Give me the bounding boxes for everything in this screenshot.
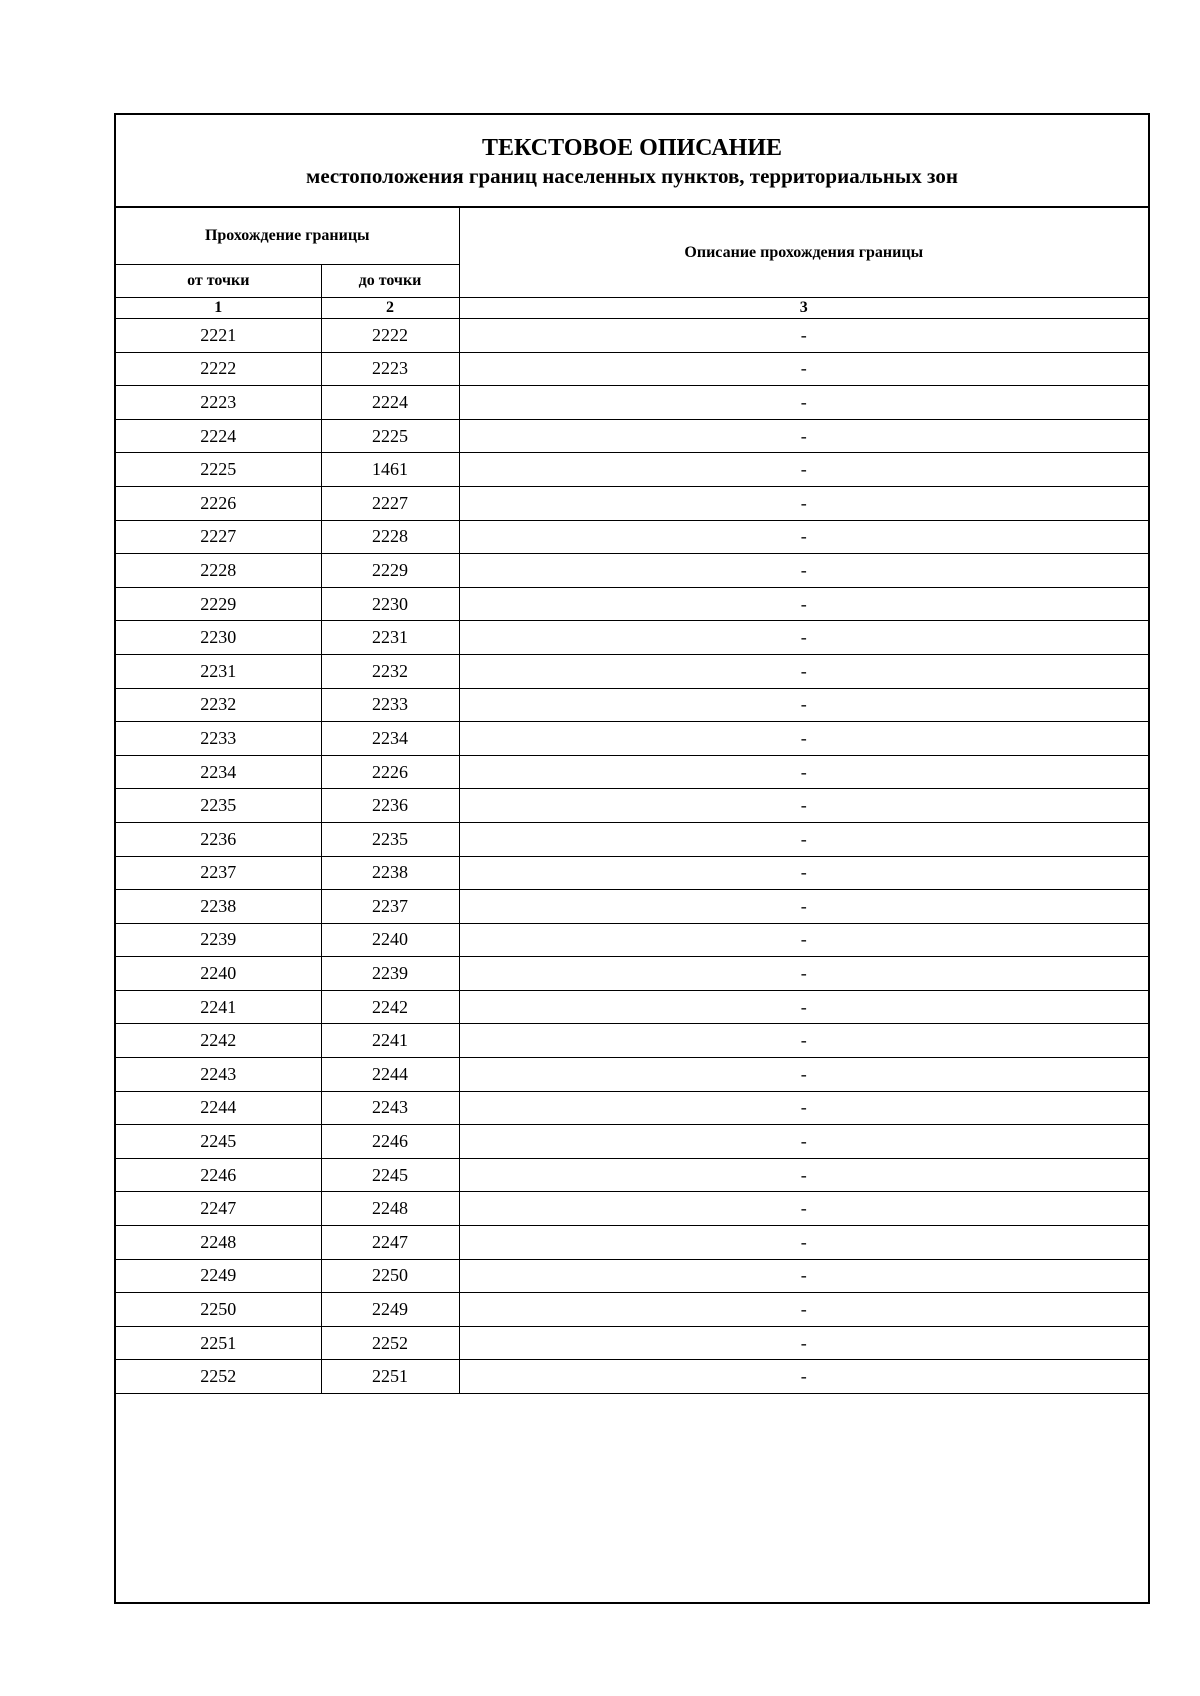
from-point-cell: 2228 bbox=[116, 554, 321, 588]
to-point-cell: 2246 bbox=[321, 1125, 459, 1159]
to-point-cell: 2247 bbox=[321, 1226, 459, 1260]
from-point-cell: 2233 bbox=[116, 722, 321, 756]
description-cell: - bbox=[459, 789, 1148, 823]
from-point-cell: 2242 bbox=[116, 1024, 321, 1058]
table-row bbox=[116, 1024, 1148, 1058]
to-point-cell: 2245 bbox=[321, 1158, 459, 1192]
table-row bbox=[116, 386, 1148, 420]
table-row bbox=[116, 789, 1148, 823]
description-cell: - bbox=[459, 990, 1148, 1024]
column-number-2: 2 bbox=[321, 298, 459, 319]
description-cell: - bbox=[459, 856, 1148, 890]
from-point-cell: 2225 bbox=[116, 453, 321, 487]
description-cell: - bbox=[459, 1058, 1148, 1092]
description-cell: - bbox=[459, 1360, 1148, 1394]
description-cell: - bbox=[459, 1024, 1148, 1058]
to-point-cell: 2251 bbox=[321, 1360, 459, 1394]
table-row bbox=[116, 890, 1148, 924]
table-row bbox=[116, 957, 1148, 991]
from-point-cell: 2249 bbox=[116, 1259, 321, 1293]
table-row bbox=[116, 1125, 1148, 1159]
description-cell: - bbox=[459, 722, 1148, 756]
description-cell: - bbox=[459, 352, 1148, 386]
from-point-cell: 2227 bbox=[116, 520, 321, 554]
from-point-cell: 2240 bbox=[116, 957, 321, 991]
description-cell: - bbox=[459, 520, 1148, 554]
table-row bbox=[116, 486, 1148, 520]
description-cell: - bbox=[459, 688, 1148, 722]
to-point-cell: 2229 bbox=[321, 554, 459, 588]
description-cell: - bbox=[459, 453, 1148, 487]
from-point-cell: 2226 bbox=[116, 486, 321, 520]
table-row bbox=[116, 352, 1148, 386]
description-cell: - bbox=[459, 319, 1148, 353]
table-row bbox=[116, 654, 1148, 688]
from-point-cell: 2222 bbox=[116, 352, 321, 386]
description-cell: - bbox=[459, 386, 1148, 420]
table-body bbox=[116, 319, 1148, 1394]
to-point-cell: 2240 bbox=[321, 923, 459, 957]
table-row bbox=[116, 419, 1148, 453]
from-point-cell: 2235 bbox=[116, 789, 321, 823]
to-point-cell: 2248 bbox=[321, 1192, 459, 1226]
from-point-cell: 2245 bbox=[116, 1125, 321, 1159]
to-point-cell: 2224 bbox=[321, 386, 459, 420]
description-cell: - bbox=[459, 1158, 1148, 1192]
description-cell: - bbox=[459, 1091, 1148, 1125]
header-from-point: от точки bbox=[116, 265, 321, 298]
from-point-cell: 2239 bbox=[116, 923, 321, 957]
from-point-cell: 2251 bbox=[116, 1326, 321, 1360]
description-cell: - bbox=[459, 1125, 1148, 1159]
description-cell: - bbox=[459, 587, 1148, 621]
table-row bbox=[116, 1158, 1148, 1192]
description-cell: - bbox=[459, 654, 1148, 688]
description-cell: - bbox=[459, 1192, 1148, 1226]
table-row bbox=[116, 453, 1148, 487]
from-point-cell: 2229 bbox=[116, 587, 321, 621]
from-point-cell: 2241 bbox=[116, 990, 321, 1024]
from-point-cell: 2232 bbox=[116, 688, 321, 722]
from-point-cell: 2234 bbox=[116, 755, 321, 789]
to-point-cell: 2233 bbox=[321, 688, 459, 722]
table-row bbox=[116, 554, 1148, 588]
from-point-cell: 2236 bbox=[116, 822, 321, 856]
to-point-cell: 2226 bbox=[321, 755, 459, 789]
header-description: Описание прохождения границы bbox=[459, 208, 1148, 298]
to-point-cell: 2234 bbox=[321, 722, 459, 756]
table-row bbox=[116, 722, 1148, 756]
table-row bbox=[116, 923, 1148, 957]
title-block bbox=[116, 115, 1148, 208]
description-cell: - bbox=[459, 486, 1148, 520]
description-cell: - bbox=[459, 923, 1148, 957]
from-point-cell: 2244 bbox=[116, 1091, 321, 1125]
to-point-cell: 2223 bbox=[321, 352, 459, 386]
document-title: ТЕКСТОВОЕ ОПИСАНИЕ bbox=[481, 135, 782, 161]
table-row bbox=[116, 1226, 1148, 1260]
boundary-table bbox=[116, 208, 1148, 1394]
to-point-cell: 2243 bbox=[321, 1091, 459, 1125]
from-point-cell: 2250 bbox=[116, 1293, 321, 1327]
description-cell: - bbox=[459, 822, 1148, 856]
from-point-cell: 2231 bbox=[116, 654, 321, 688]
from-point-cell: 2223 bbox=[116, 386, 321, 420]
to-point-cell: 2231 bbox=[321, 621, 459, 655]
column-number-1: 1 bbox=[116, 298, 321, 319]
description-cell: - bbox=[459, 419, 1148, 453]
to-point-cell: 2236 bbox=[321, 789, 459, 823]
description-cell: - bbox=[459, 755, 1148, 789]
header-to-point: до точки bbox=[321, 265, 459, 298]
to-point-cell: 2238 bbox=[321, 856, 459, 890]
to-point-cell: 2242 bbox=[321, 990, 459, 1024]
to-point-cell: 2244 bbox=[321, 1058, 459, 1092]
from-point-cell: 2224 bbox=[116, 419, 321, 453]
table-row bbox=[116, 1091, 1148, 1125]
description-cell: - bbox=[459, 554, 1148, 588]
table-row bbox=[116, 755, 1148, 789]
to-point-cell: 2227 bbox=[321, 486, 459, 520]
table-row bbox=[116, 1192, 1148, 1226]
table-row bbox=[116, 520, 1148, 554]
table-row bbox=[116, 1259, 1148, 1293]
description-cell: - bbox=[459, 1226, 1148, 1260]
description-cell: - bbox=[459, 1293, 1148, 1327]
description-cell: - bbox=[459, 1326, 1148, 1360]
table-row bbox=[116, 688, 1148, 722]
to-point-cell: 2225 bbox=[321, 419, 459, 453]
table-row bbox=[116, 1293, 1148, 1327]
from-point-cell: 2230 bbox=[116, 621, 321, 655]
table-row bbox=[116, 621, 1148, 655]
description-cell: - bbox=[459, 1259, 1148, 1293]
to-point-cell: 2239 bbox=[321, 957, 459, 991]
to-point-cell: 2237 bbox=[321, 890, 459, 924]
document-frame bbox=[114, 113, 1150, 1604]
to-point-cell: 1461 bbox=[321, 453, 459, 487]
to-point-cell: 2249 bbox=[321, 1293, 459, 1327]
to-point-cell: 2228 bbox=[321, 520, 459, 554]
column-number-3: 3 bbox=[459, 298, 1148, 319]
from-point-cell: 2252 bbox=[116, 1360, 321, 1394]
from-point-cell: 2221 bbox=[116, 319, 321, 353]
header-boundary-passage: Прохождение границы bbox=[116, 208, 459, 265]
from-point-cell: 2246 bbox=[116, 1158, 321, 1192]
table-row bbox=[116, 990, 1148, 1024]
to-point-cell: 2222 bbox=[321, 319, 459, 353]
from-point-cell: 2243 bbox=[116, 1058, 321, 1092]
to-point-cell: 2250 bbox=[321, 1259, 459, 1293]
description-cell: - bbox=[459, 957, 1148, 991]
description-cell: - bbox=[459, 890, 1148, 924]
to-point-cell: 2232 bbox=[321, 654, 459, 688]
document-subtitle: местоположения границ населенных пунктов, территориальных зон bbox=[306, 164, 958, 188]
table-row bbox=[116, 1326, 1148, 1360]
from-point-cell: 2248 bbox=[116, 1226, 321, 1260]
to-point-cell: 2252 bbox=[321, 1326, 459, 1360]
to-point-cell: 2241 bbox=[321, 1024, 459, 1058]
table-row bbox=[116, 1360, 1148, 1394]
from-point-cell: 2247 bbox=[116, 1192, 321, 1226]
table-row bbox=[116, 587, 1148, 621]
from-point-cell: 2237 bbox=[116, 856, 321, 890]
description-cell: - bbox=[459, 621, 1148, 655]
table-row bbox=[116, 1058, 1148, 1092]
table-row bbox=[116, 319, 1148, 353]
to-point-cell: 2235 bbox=[321, 822, 459, 856]
to-point-cell: 2230 bbox=[321, 587, 459, 621]
table-row bbox=[116, 822, 1148, 856]
from-point-cell: 2238 bbox=[116, 890, 321, 924]
table-row bbox=[116, 856, 1148, 890]
